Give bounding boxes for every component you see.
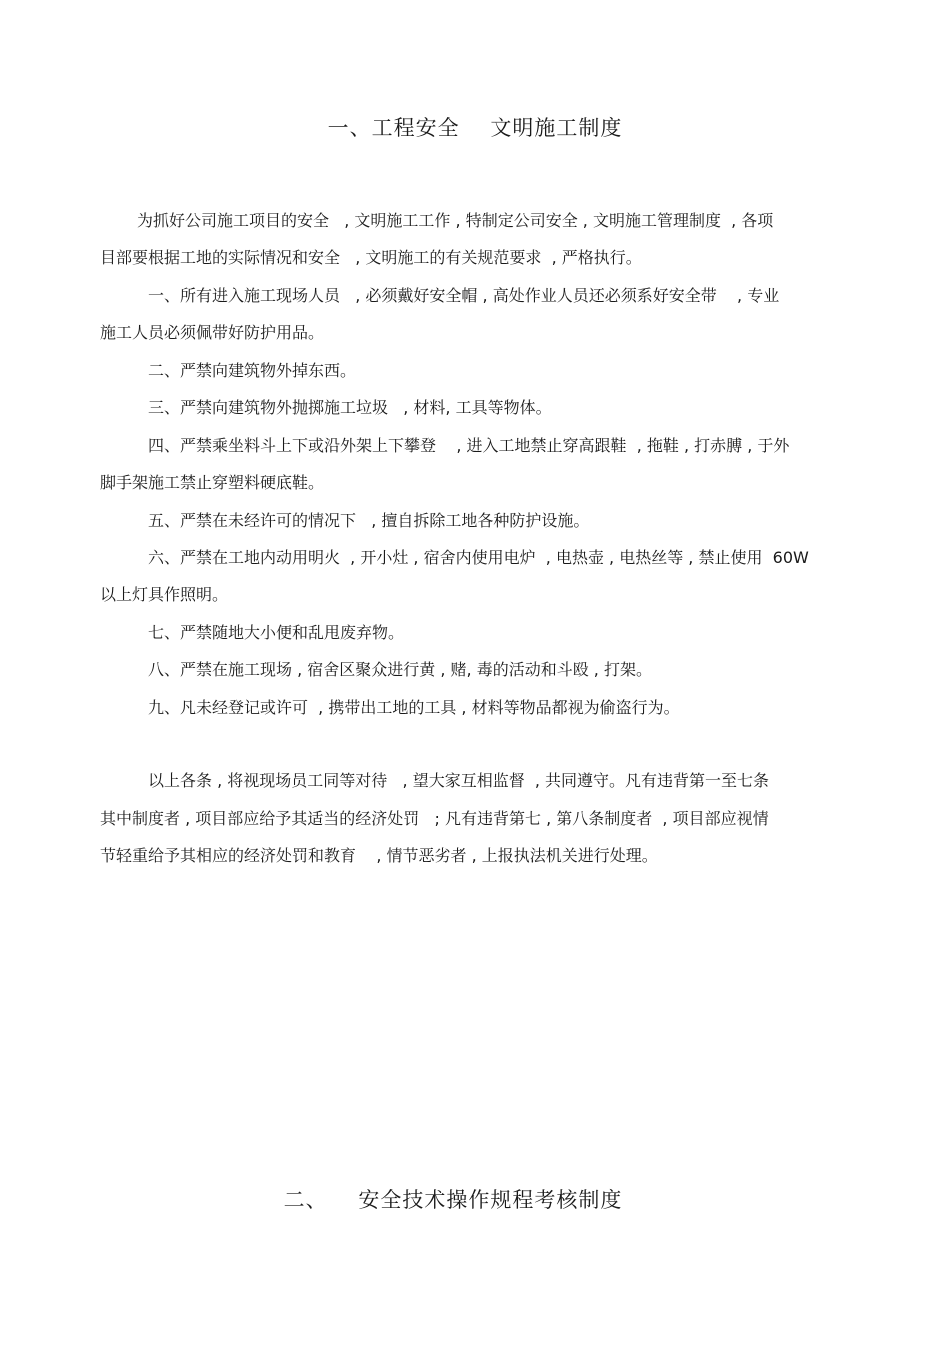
rule-6-line-2: 以上灯具作照明。 — [100, 585, 229, 604]
rule-9-line-1: 九、凡未经登记或许可 , 携带出工地的工具 , 材料等物品都视为偷盗行为。 — [148, 698, 680, 717]
rule-7-line-1: 七、严禁随地大小便和乱甩废弃物。 — [148, 623, 405, 642]
rule-1-line-2: 施工人员必须佩带好防护用品。 — [100, 323, 325, 342]
rule-6-line-1: 六、严禁在工地内动用明火 , 开小灶 , 宿舍内使用电炉 , 电热壶 , 电热丝等 , 禁止使用 60W — [148, 548, 809, 567]
rule-2-line-1: 二、严禁向建筑物外掉东西。 — [148, 361, 357, 380]
closing-line-1: 以上各条 , 将视现场员工同等对待 , 望大家互相监督 , 共同遵守。凡有违背第一至七条 — [148, 771, 770, 790]
section-2-title: 二、 安全技术操作规程考核制度 — [283, 1188, 623, 1212]
rule-3-line-1: 三、严禁向建筑物外抛掷施工垃圾 , 材料, 工具等物体。 — [148, 398, 552, 417]
intro-line-2: 目部要根据工地的实际情况和安全 , 文明施工的有关规范要求 , 严格执行。 — [100, 248, 642, 267]
rule-4-line-2: 脚手架施工禁止穿塑料硬底鞋。 — [100, 473, 325, 492]
section-1-title: 一、工程安全 文明施工制度 — [327, 116, 623, 140]
rule-5-line-1: 五、严禁在未经许可的情况下 , 擅自拆除工地各种防护设施。 — [148, 511, 590, 530]
rule-8-line-1: 八、严禁在施工现场 , 宿舍区聚众进行黄 , 赌, 毒的活动和斗殴 , 打架。 — [148, 660, 652, 679]
intro-line-1: 为抓好公司施工项目的安全 , 文明施工工作 , 特制定公司安全 , 文明施工管理制度 , 各项 — [137, 211, 774, 230]
rule-1-line-1: 一、所有进入施工现场人员 , 必须戴好安全帽 , 高处作业人员还必须系好安全带 , 专业 — [148, 286, 780, 305]
closing-line-2: 其中制度者 , 项目部应给予其适当的经济处罚 ; 凡有违背第七 , 第八条制度者 , 项目部应视情 — [100, 809, 769, 828]
rule-4-line-1: 四、严禁乘坐料斗上下或沿外架上下攀登 , 进入工地禁止穿高跟鞋 , 拖鞋 , 打赤膊 , 于外 — [148, 436, 790, 455]
closing-line-3: 节轻重给予其相应的经济处罚和教育 , 情节恶劣者 , 上报执法机关进行处理。 — [100, 846, 658, 865]
